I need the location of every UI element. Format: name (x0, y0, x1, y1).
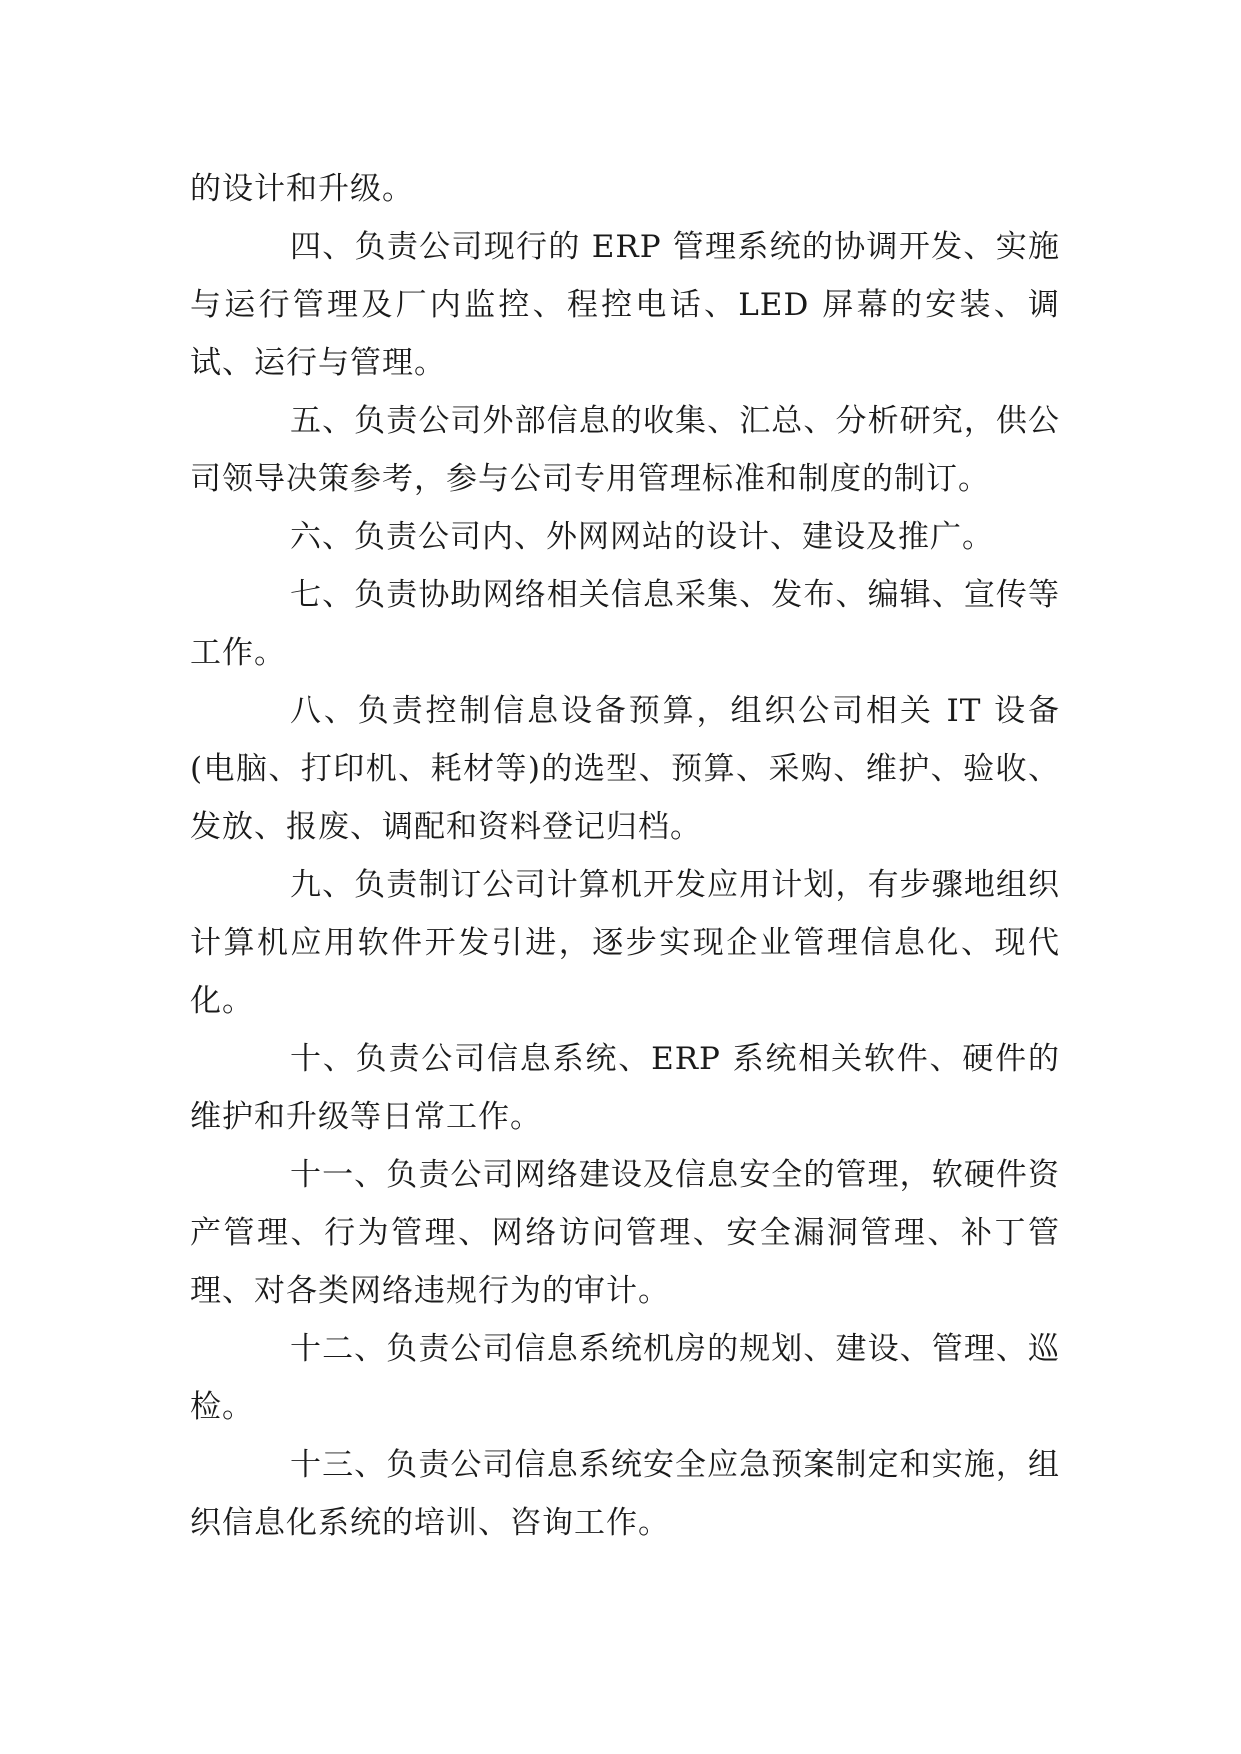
paragraph-item-12: 十二、负责公司信息系统机房的规划、建设、管理、巡检。 (190, 1331, 1060, 1425)
paragraph-item-4: 四、负责公司现行的 ERP 管理系统的协调开发、实施与运行管理及厂内监控、程控电话、LED 屏幕的安装、调试、运行与管理。 (190, 229, 1060, 381)
paragraph-item-5: 五、负责公司外部信息的收集、汇总、分析研究，供公司领导决策参考，参与公司专用管理标准和制度的制订。 (190, 403, 1060, 497)
paragraph-item-8: 八、负责控制信息设备预算，组织公司相关 IT 设备(电脑、打印机、耗材等)的选型、预算、采购、维护、验收、发放、报废、调配和资料登记归档。 (190, 693, 1060, 845)
paragraph-item-9: 九、负责制订公司计算机开发应用计划，有步骤地组织计算机应用软件开发引进，逐步实现企业管理信息化、现代化。 (190, 867, 1060, 1019)
paragraph-continuation: 的设计和升级。 (190, 171, 414, 207)
paragraph-item-6: 六、负责公司内、外网网站的设计、建设及推广。 (290, 519, 994, 555)
paragraph-item-13: 十三、负责公司信息系统安全应急预案制定和实施，组织信息化系统的培训、咨询工作。 (190, 1447, 1060, 1541)
document-body (190, 160, 1060, 1552)
paragraph-item-7: 七、负责协助网络相关信息采集、发布、编辑、宣传等工作。 (190, 577, 1060, 671)
paragraph-item-11: 十一、负责公司网络建设及信息安全的管理，软硬件资产管理、行为管理、网络访问管理、安全漏洞管理、补丁管理、对各类网络违规行为的审计。 (190, 1157, 1060, 1309)
paragraph-item-10: 十、负责公司信息系统、ERP 系统相关软件、硬件的维护和升级等日常工作。 (190, 1041, 1060, 1135)
